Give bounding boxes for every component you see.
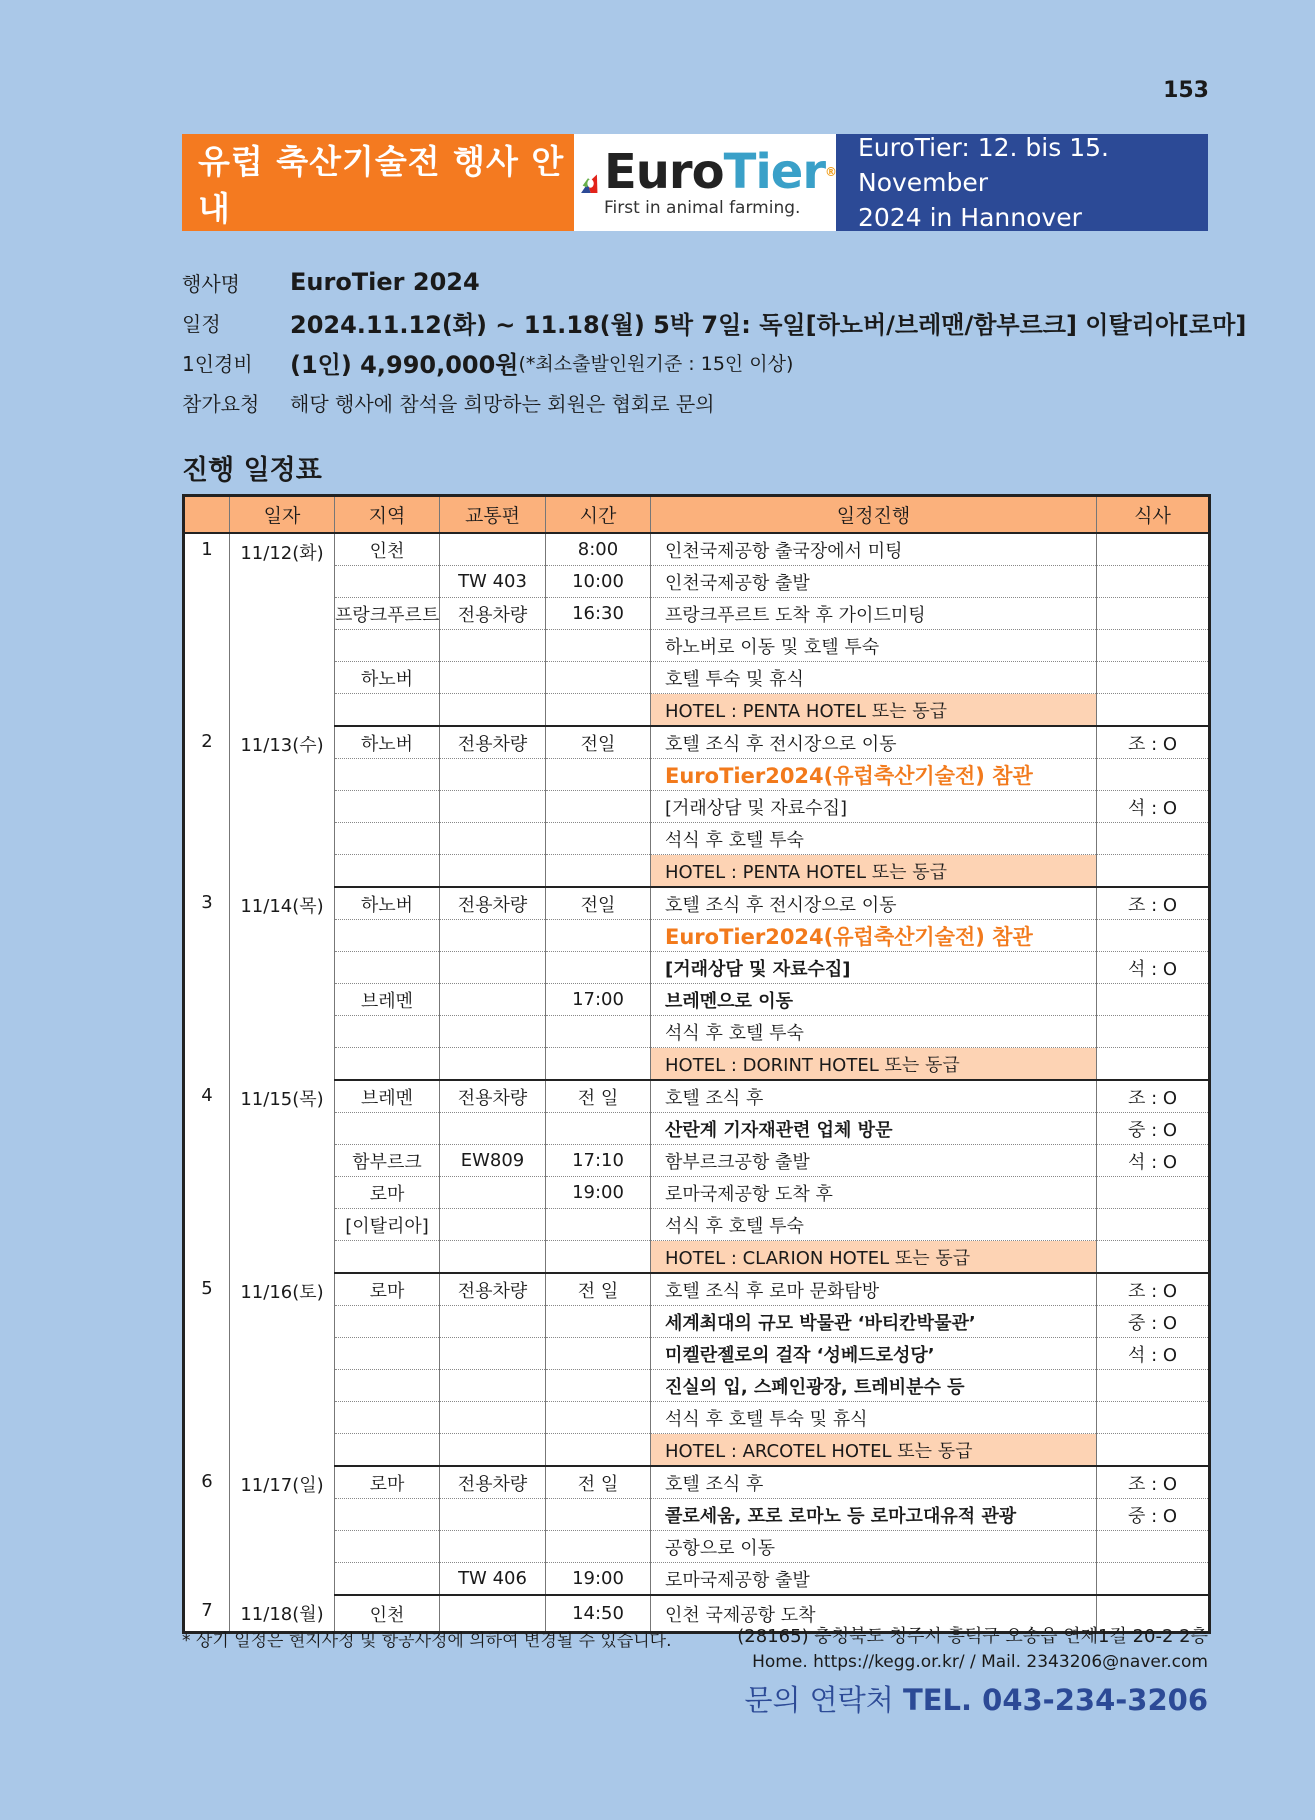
date-cell: 11/12(화) bbox=[230, 533, 335, 726]
banner-date bbox=[836, 134, 1208, 231]
meal-cell bbox=[1097, 694, 1210, 727]
region-cell: 프랑크푸르트 bbox=[335, 598, 440, 630]
column-header: 교통편 bbox=[440, 496, 546, 534]
banner-date-line2: 2024 in Hannover bbox=[858, 203, 1082, 232]
meal-cell bbox=[1097, 662, 1210, 694]
time-cell bbox=[546, 1402, 651, 1434]
region-cell: 로마 bbox=[335, 1273, 440, 1306]
task-cell: 콜로세움, 포로 로마노 등 로마고대유적 관광 bbox=[651, 1499, 1097, 1531]
table-row bbox=[184, 1080, 1210, 1113]
task-cell: 호텔 조식 후 bbox=[651, 1466, 1097, 1499]
task-cell: 공항으로 이동 bbox=[651, 1531, 1097, 1563]
time-cell bbox=[546, 1499, 651, 1531]
transport-cell bbox=[440, 1531, 546, 1563]
day-cell: 7 bbox=[184, 1595, 230, 1633]
transport-cell bbox=[440, 1177, 546, 1209]
table-header-row bbox=[184, 496, 1210, 534]
table-row bbox=[184, 855, 1210, 888]
transport-cell bbox=[440, 984, 546, 1016]
column-header: 식사 bbox=[1097, 496, 1210, 534]
time-cell: 전 일 bbox=[546, 1080, 651, 1113]
transport-cell bbox=[440, 855, 546, 888]
registered-mark-icon: ® bbox=[825, 164, 836, 179]
table-row bbox=[184, 1306, 1210, 1338]
time-cell: 16:30 bbox=[546, 598, 651, 630]
time-cell bbox=[546, 1370, 651, 1402]
date-cell: 11/15(목) bbox=[230, 1080, 335, 1273]
task-cell: 호텔 투숙 및 휴식 bbox=[651, 662, 1097, 694]
table-row bbox=[184, 1209, 1210, 1241]
info-label: 1인경비 bbox=[182, 351, 253, 376]
info-row-name bbox=[182, 262, 1246, 302]
time-cell bbox=[546, 952, 651, 984]
contact-info bbox=[737, 1624, 1208, 1719]
region-cell: 하노버 bbox=[335, 887, 440, 920]
banner-title: 유럽 축산기술전 행사 안내 bbox=[182, 134, 574, 231]
task-cell: 프랑크푸르트 도착 후 가이드미팅 bbox=[651, 598, 1097, 630]
time-cell bbox=[546, 1048, 651, 1081]
info-row-schedule bbox=[182, 302, 1246, 342]
table-row bbox=[184, 598, 1210, 630]
transport-cell: EW809 bbox=[440, 1145, 546, 1177]
region-cell bbox=[335, 1434, 440, 1467]
time-cell bbox=[546, 855, 651, 888]
task-cell: 석식 후 호텔 투숙 및 휴식 bbox=[651, 1402, 1097, 1434]
meal-cell bbox=[1097, 1531, 1210, 1563]
logo-tagline: First in animal farming. bbox=[603, 197, 801, 218]
transport-cell bbox=[440, 694, 546, 727]
meal-cell bbox=[1097, 1241, 1210, 1274]
table-row bbox=[184, 1241, 1210, 1274]
date-cell: 11/13(수) bbox=[230, 726, 335, 887]
task-cell: 미켈란젤로의 걸작 ‘성베드로성당’ bbox=[651, 1338, 1097, 1370]
time-cell bbox=[546, 823, 651, 855]
table-row bbox=[184, 662, 1210, 694]
task-cell: 세계최대의 규모 박물관 ‘바티칸박물관’ bbox=[651, 1306, 1097, 1338]
table-row bbox=[184, 566, 1210, 598]
transport-cell: 전용차량 bbox=[440, 1273, 546, 1306]
region-cell: 로마 bbox=[335, 1466, 440, 1499]
time-cell bbox=[546, 1016, 651, 1048]
meal-cell: 조 : O bbox=[1097, 1273, 1210, 1306]
task-cell: 산란계 기자재관련 업체 방문 bbox=[651, 1113, 1097, 1145]
region-cell bbox=[335, 1402, 440, 1434]
transport-cell bbox=[440, 1434, 546, 1467]
region-cell bbox=[335, 1048, 440, 1081]
task-cell: 함부르크공항 출발 bbox=[651, 1145, 1097, 1177]
table-row bbox=[184, 1048, 1210, 1081]
info-label: 참가요청 bbox=[182, 391, 260, 416]
region-cell bbox=[335, 920, 440, 952]
transport-cell bbox=[440, 1306, 546, 1338]
time-cell: 17:00 bbox=[546, 984, 651, 1016]
table-row bbox=[184, 887, 1210, 920]
column-header: 시간 bbox=[546, 496, 651, 534]
transport-cell: 전용차량 bbox=[440, 887, 546, 920]
task-cell: 인천국제공항 출국장에서 미팅 bbox=[651, 533, 1097, 566]
transport-cell bbox=[440, 630, 546, 662]
task-cell: HOTEL : PENTA HOTEL 또는 동급 bbox=[651, 694, 1097, 727]
meal-cell: 석 : O bbox=[1097, 791, 1210, 823]
info-value: 해당 행사에 참석을 희망하는 회원은 협회로 문의 bbox=[290, 391, 715, 416]
meal-cell: 조 : O bbox=[1097, 726, 1210, 759]
info-row-request bbox=[182, 382, 1246, 422]
date-cell: 11/18(월) bbox=[230, 1595, 335, 1633]
date-cell: 11/16(토) bbox=[230, 1273, 335, 1466]
time-cell bbox=[546, 1241, 651, 1274]
section-title: 진행 일정표 bbox=[182, 455, 322, 486]
schedule-table bbox=[182, 494, 1211, 1634]
day-cell: 6 bbox=[184, 1466, 230, 1595]
region-cell: 함부르크 bbox=[335, 1145, 440, 1177]
transport-cell bbox=[440, 952, 546, 984]
task-cell: 호텔 조식 후 bbox=[651, 1080, 1097, 1113]
meal-cell bbox=[1097, 598, 1210, 630]
task-cell: 호텔 조식 후 로마 문화탐방 bbox=[651, 1273, 1097, 1306]
time-cell: 17:10 bbox=[546, 1145, 651, 1177]
transport-cell: TW 403 bbox=[440, 566, 546, 598]
time-cell bbox=[546, 1306, 651, 1338]
transport-cell: 전용차량 bbox=[440, 726, 546, 759]
logo-wordmark bbox=[603, 143, 836, 200]
region-cell bbox=[335, 855, 440, 888]
region-cell: 인천 bbox=[335, 533, 440, 566]
region-cell: 하노버 bbox=[335, 662, 440, 694]
table-row bbox=[184, 1370, 1210, 1402]
time-cell bbox=[546, 920, 651, 952]
region-cell: 로마 bbox=[335, 1177, 440, 1209]
region-cell bbox=[335, 566, 440, 598]
region-cell bbox=[335, 1113, 440, 1145]
task-cell: 하노버로 이동 및 호텔 투숙 bbox=[651, 630, 1097, 662]
animal-logo-icon bbox=[580, 143, 598, 223]
time-cell: 19:00 bbox=[546, 1177, 651, 1209]
meal-cell: 석 : O bbox=[1097, 952, 1210, 984]
schedule-body bbox=[184, 533, 1210, 1633]
meal-cell: 중 : O bbox=[1097, 1113, 1210, 1145]
region-cell bbox=[335, 1016, 440, 1048]
info-note: (*최소출발인원기준 : 15인 이상) bbox=[518, 352, 794, 375]
logo-tier: Tier bbox=[723, 143, 825, 200]
time-cell bbox=[546, 1434, 651, 1467]
table-row bbox=[184, 791, 1210, 823]
transport-cell bbox=[440, 533, 546, 566]
time-cell: 19:00 bbox=[546, 1563, 651, 1596]
date-cell: 11/14(목) bbox=[230, 887, 335, 1080]
region-cell: 브레멘 bbox=[335, 1080, 440, 1113]
time-cell: 전 일 bbox=[546, 1273, 651, 1306]
column-header: 일정진행 bbox=[651, 496, 1097, 534]
info-value: 2024.11.12(화) ~ 11.18(월) 5박 7일: 독일[하노버/브레맨/함부르크] 이탈리아[로마] bbox=[290, 310, 1247, 339]
region-cell bbox=[335, 1241, 440, 1274]
task-cell: 석식 후 호텔 투숙 bbox=[651, 1016, 1097, 1048]
task-cell: 브레멘으로 이동 bbox=[651, 984, 1097, 1016]
table-row bbox=[184, 533, 1210, 566]
task-cell: EuroTier2024(유럽축산기술전) 참관 bbox=[651, 759, 1097, 791]
task-cell: 인천 국제공항 도착 bbox=[651, 1595, 1097, 1633]
day-cell: 1 bbox=[184, 533, 230, 726]
meal-cell bbox=[1097, 533, 1210, 566]
tel-number: TEL. 043-234-3206 bbox=[902, 1683, 1208, 1717]
task-cell: 호텔 조식 후 전시장으로 이동 bbox=[651, 887, 1097, 920]
table-row bbox=[184, 1434, 1210, 1467]
meal-cell: 중 : O bbox=[1097, 1499, 1210, 1531]
table-row bbox=[184, 1273, 1210, 1306]
transport-cell bbox=[440, 1338, 546, 1370]
task-cell: HOTEL : CLARION HOTEL 또는 동급 bbox=[651, 1241, 1097, 1274]
day-cell: 2 bbox=[184, 726, 230, 887]
contact-home: Home. https://kegg.or.kr/ / Mail. 2343206@naver.com bbox=[752, 1652, 1208, 1672]
region-cell bbox=[335, 1306, 440, 1338]
logo-text bbox=[603, 143, 836, 218]
eurotier-logo bbox=[574, 134, 836, 231]
task-cell: HOTEL : ARCOTEL HOTEL 또는 동급 bbox=[651, 1434, 1097, 1467]
day-cell: 4 bbox=[184, 1080, 230, 1273]
table-row bbox=[184, 952, 1210, 984]
meal-cell bbox=[1097, 1434, 1210, 1467]
region-cell bbox=[335, 1499, 440, 1531]
table-row bbox=[184, 759, 1210, 791]
table-row bbox=[184, 984, 1210, 1016]
meal-cell: 조 : O bbox=[1097, 887, 1210, 920]
region-cell: 브레멘 bbox=[335, 984, 440, 1016]
meal-cell bbox=[1097, 1563, 1210, 1596]
info-value: (1인) 4,990,000원 bbox=[290, 350, 519, 379]
banner-date-line1: EuroTier: 12. bis 15. November bbox=[858, 133, 1109, 197]
transport-cell bbox=[440, 1113, 546, 1145]
transport-cell: 전용차량 bbox=[440, 1466, 546, 1499]
footnote: * 상기 일정은 현지사정 및 항공사정에 의하여 변경될 수 있습니다. bbox=[182, 1631, 672, 1651]
meal-cell: 석 : O bbox=[1097, 1338, 1210, 1370]
date-cell: 11/17(일) bbox=[230, 1466, 335, 1595]
time-cell: 전일 bbox=[546, 887, 651, 920]
task-cell: HOTEL : DORINT HOTEL 또는 동급 bbox=[651, 1048, 1097, 1081]
meal-cell bbox=[1097, 855, 1210, 888]
transport-cell bbox=[440, 823, 546, 855]
table-row bbox=[184, 1499, 1210, 1531]
time-cell: 14:50 bbox=[546, 1595, 651, 1633]
day-cell: 3 bbox=[184, 887, 230, 1080]
meal-cell bbox=[1097, 1370, 1210, 1402]
table-row bbox=[184, 630, 1210, 662]
task-cell: 석식 후 호텔 투숙 bbox=[651, 1209, 1097, 1241]
table-row bbox=[184, 1531, 1210, 1563]
event-info bbox=[182, 262, 1246, 422]
region-cell bbox=[335, 823, 440, 855]
logo-euro: Euro bbox=[603, 143, 724, 200]
transport-cell bbox=[440, 1016, 546, 1048]
time-cell bbox=[546, 1531, 651, 1563]
page-number: 153 bbox=[1163, 78, 1209, 103]
table-row bbox=[184, 1145, 1210, 1177]
region-cell bbox=[335, 1370, 440, 1402]
table-row bbox=[184, 1563, 1210, 1596]
task-cell: HOTEL : PENTA HOTEL 또는 동급 bbox=[651, 855, 1097, 888]
table-row bbox=[184, 1466, 1210, 1499]
task-cell: 로마국제공항 출발 bbox=[651, 1563, 1097, 1596]
meal-cell: 석 : O bbox=[1097, 1145, 1210, 1177]
transport-cell bbox=[440, 1209, 546, 1241]
task-cell: 진실의 입, 스페인광장, 트레비분수 등 bbox=[651, 1370, 1097, 1402]
event-banner bbox=[182, 134, 1208, 231]
time-cell bbox=[546, 791, 651, 823]
time-cell: 전 일 bbox=[546, 1466, 651, 1499]
region-cell bbox=[335, 759, 440, 791]
column-header: 지역 bbox=[335, 496, 440, 534]
time-cell: 전일 bbox=[546, 726, 651, 759]
transport-cell bbox=[440, 1048, 546, 1081]
region-cell bbox=[335, 630, 440, 662]
info-label: 일정 bbox=[182, 311, 221, 336]
info-label: 행사명 bbox=[182, 271, 240, 296]
meal-cell bbox=[1097, 759, 1210, 791]
transport-cell bbox=[440, 791, 546, 823]
task-cell: 인천국제공항 출발 bbox=[651, 566, 1097, 598]
table-row bbox=[184, 726, 1210, 759]
task-cell: 호텔 조식 후 전시장으로 이동 bbox=[651, 726, 1097, 759]
table-row bbox=[184, 1338, 1210, 1370]
meal-cell bbox=[1097, 1016, 1210, 1048]
table-row bbox=[184, 1177, 1210, 1209]
transport-cell bbox=[440, 662, 546, 694]
contact-tel bbox=[737, 1678, 1208, 1719]
time-cell bbox=[546, 1209, 651, 1241]
time-cell bbox=[546, 662, 651, 694]
day-cell: 5 bbox=[184, 1273, 230, 1466]
time-cell bbox=[546, 1338, 651, 1370]
time-cell bbox=[546, 630, 651, 662]
meal-cell bbox=[1097, 1402, 1210, 1434]
column-header: 일자 bbox=[230, 496, 335, 534]
meal-cell bbox=[1097, 630, 1210, 662]
table-row bbox=[184, 1113, 1210, 1145]
transport-cell bbox=[440, 1370, 546, 1402]
transport-cell: 전용차량 bbox=[440, 1080, 546, 1113]
transport-cell: TW 406 bbox=[440, 1563, 546, 1596]
table-row bbox=[184, 823, 1210, 855]
region-cell: 인천 bbox=[335, 1595, 440, 1633]
region-cell bbox=[335, 1531, 440, 1563]
table-row bbox=[184, 1016, 1210, 1048]
region-cell bbox=[335, 694, 440, 727]
meal-cell: 조 : O bbox=[1097, 1466, 1210, 1499]
meal-cell: 조 : O bbox=[1097, 1080, 1210, 1113]
contact-address: (28165) 충청북도 청주시 흥덕구 오송읍 연제1길 20-2 2층 bbox=[737, 1626, 1208, 1647]
region-cell: 하노버 bbox=[335, 726, 440, 759]
transport-cell bbox=[440, 1241, 546, 1274]
meal-cell bbox=[1097, 920, 1210, 952]
meal-cell bbox=[1097, 1048, 1210, 1081]
meal-cell bbox=[1097, 1209, 1210, 1241]
table-row bbox=[184, 1402, 1210, 1434]
tel-label: 문의 연락처 bbox=[744, 1683, 894, 1717]
task-cell: [거래상담 및 자료수집] bbox=[651, 791, 1097, 823]
meal-cell bbox=[1097, 566, 1210, 598]
info-value: EuroTier 2024 bbox=[290, 268, 480, 296]
time-cell bbox=[546, 694, 651, 727]
time-cell: 10:00 bbox=[546, 566, 651, 598]
region-cell bbox=[335, 1338, 440, 1370]
region-cell: [이탈리아] bbox=[335, 1209, 440, 1241]
task-cell: 로마국제공항 도착 후 bbox=[651, 1177, 1097, 1209]
region-cell bbox=[335, 1563, 440, 1596]
region-cell bbox=[335, 791, 440, 823]
meal-cell bbox=[1097, 823, 1210, 855]
time-cell bbox=[546, 759, 651, 791]
column-header bbox=[184, 496, 230, 534]
region-cell bbox=[335, 952, 440, 984]
table-row bbox=[184, 694, 1210, 727]
transport-cell: 전용차량 bbox=[440, 598, 546, 630]
meal-cell bbox=[1097, 984, 1210, 1016]
meal-cell: 중 : O bbox=[1097, 1306, 1210, 1338]
meal-cell bbox=[1097, 1177, 1210, 1209]
table-row bbox=[184, 920, 1210, 952]
time-cell bbox=[546, 1113, 651, 1145]
task-cell: 석식 후 호텔 투숙 bbox=[651, 823, 1097, 855]
info-row-cost bbox=[182, 342, 1246, 382]
transport-cell bbox=[440, 920, 546, 952]
task-cell: EuroTier2024(유럽축산기술전) 참관 bbox=[651, 920, 1097, 952]
task-cell: [거래상담 및 자료수집] bbox=[651, 952, 1097, 984]
transport-cell bbox=[440, 759, 546, 791]
transport-cell bbox=[440, 1402, 546, 1434]
time-cell: 8:00 bbox=[546, 533, 651, 566]
transport-cell bbox=[440, 1499, 546, 1531]
